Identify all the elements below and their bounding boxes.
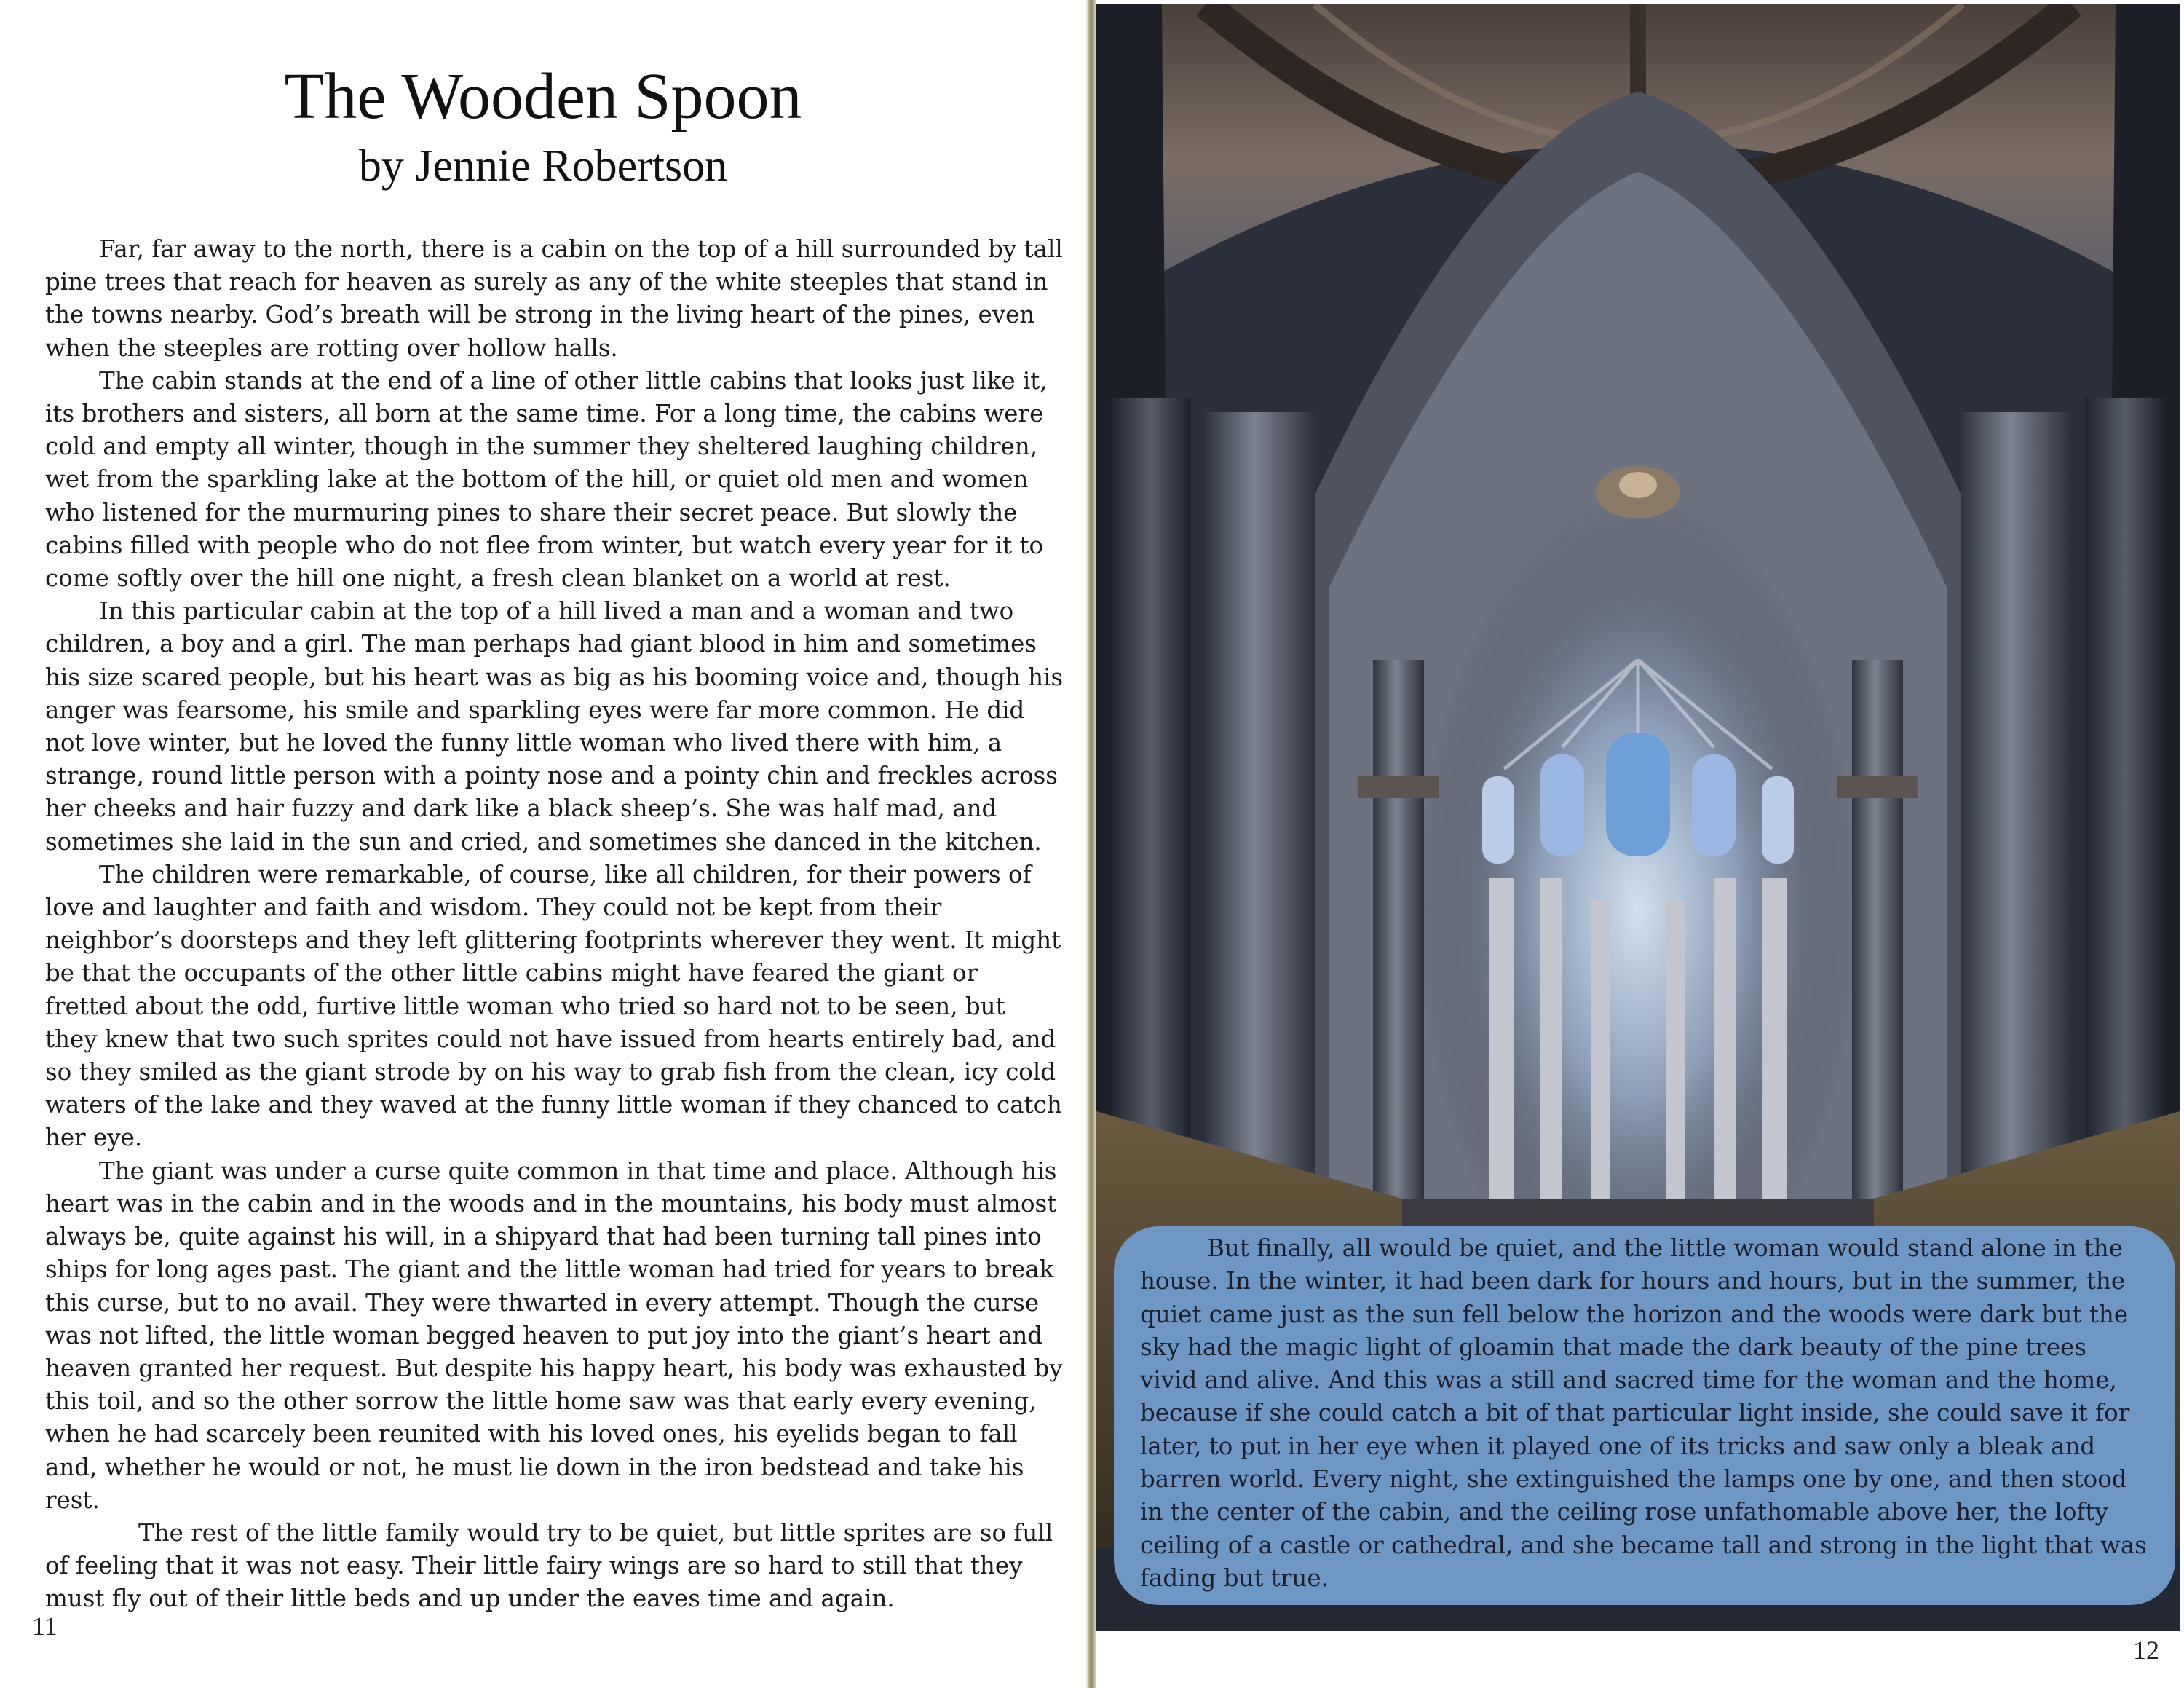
story-paragraph-4: The children were remarkable, of course, like all children, for their powers of love and laughter and faith and wisdom. They could not be kept from their neighbor’s doorsteps and they left glittering footprints wherever they went. It might be that the occupants of the other little cabins might have feared the giant or fretted about the odd, furtive little woman who tried so hard not to be seen, but they knew that two such sprites could not have issued from hearts entirely bad, and so they smiled as the giant strode by on his way to grab fish from the clean, icy cold waters of the lake and they waved at the funny little woman if they chanced to catch her eye. — [45, 860, 1062, 1152]
caption-text: But finally, all would be quiet, and the little woman would stand alone in the house. In the winter, it had been dark for hours and hours, but in the summer, the quiet came just as the sun fell below the horizon and the woods were dark but the sky had the magic light of gloamin that made the dark beauty of the pine trees vivid and alive. And this was a still and sacred time for the woman and the home, because if she could catch a bit of that particular light inside, she could save it for later, to put in her eye when it played one of its tricks and saw only a bleak and barren world. Every night, she extinguished the lamps one by one, and then stood in the center of the cabin, and the ceiling rose unfathomable above her, the lofty ceiling of a castle or cathedral, and she became tall and strong in the light that was fading but true. — [1140, 1234, 2147, 1592]
book-gutter — [1086, 0, 1096, 1688]
story-body — [45, 233, 1064, 1616]
story-paragraph-5: The giant was under a curse quite common in that time and place. Although his heart was in the cabin and in the woods and in the mountains, his body must almost always be, quite against his will, in a shipyard that had been turning tall pines into ships for long ages past. The giant and the little woman had tried for years to break this curse, but to no avail. They were thwarted in every attempt. Though the curse was not lifted, the little woman begged heaven to put joy into the giant’s heart and heaven granted her request. But despite his happy heart, his body was exhausted by this toil, and so the other sorrow the little home saw was that early every evening, when he had scarcely been reunited with his loved ones, his eyelids began to fall and, whether he would or not, he must lie down in the iron bedstead and take his rest. — [45, 1156, 1063, 1514]
story-byline: by Jennie Robertson — [358, 141, 728, 191]
story-paragraph-3: In this particular cabin at the top of a hill lived a man and a woman and two children, a boy and a girl. The man perhaps had giant blood in him and sometimes his size scared people, but his heart was as big as his booming voice and, though his anger was fearsome, his smile and sparkling eyes were far more common. He did not love winter, but he loved the funny little woman who lived there with him, a strange, round little person with a pointy nose and a pointy chin and freckles across her cheeks and hair fuzzy and dark like a black sheep’s. She was half mad, and sometimes she laid in the sun and cried, and sometimes she danced in the kitchen. — [45, 597, 1064, 856]
left-page — [0, 0, 1086, 1688]
caption-box — [1114, 1226, 2175, 1605]
page-number-left: 11 — [32, 1612, 58, 1641]
page-number-right: 12 — [2133, 1636, 2159, 1665]
story-paragraph-2: The cabin stands at the end of a line of other little cabins that looks just like it, its brothers and sisters, all born at the same time. For a long time, the cabins were cold and empty all winter, though in the summer they sheltered laughing children, wet from the sparkling lake at the bottom of the hill, or quiet old men and women who listened for the murmuring pines to share their secret peace. But slowly the cabins filled with people who do not flee from winter, but watch every year for it to come softly over the hill one night, a fresh clean blanket on a world at rest. — [45, 366, 1048, 593]
story-paragraph-6: The rest of the little family would try to be quiet, but little sprites are so full of feeling that it was not easy. Their little fairy wings are so hard to still that they must fly out of their little beds and up under the eaves time and again. — [45, 1518, 1053, 1613]
story-paragraph-1: Far, far away to the north, there is a cabin on the top of a hill surrounded by tall pine trees that reach for heaven as surely as any of the white steeples that stand in the towns nearby. God’s breath will be strong in the living heart of the pines, even when the steeples are rotting over hollow halls. — [45, 235, 1063, 362]
story-title: The Wooden Spoon — [284, 60, 802, 133]
